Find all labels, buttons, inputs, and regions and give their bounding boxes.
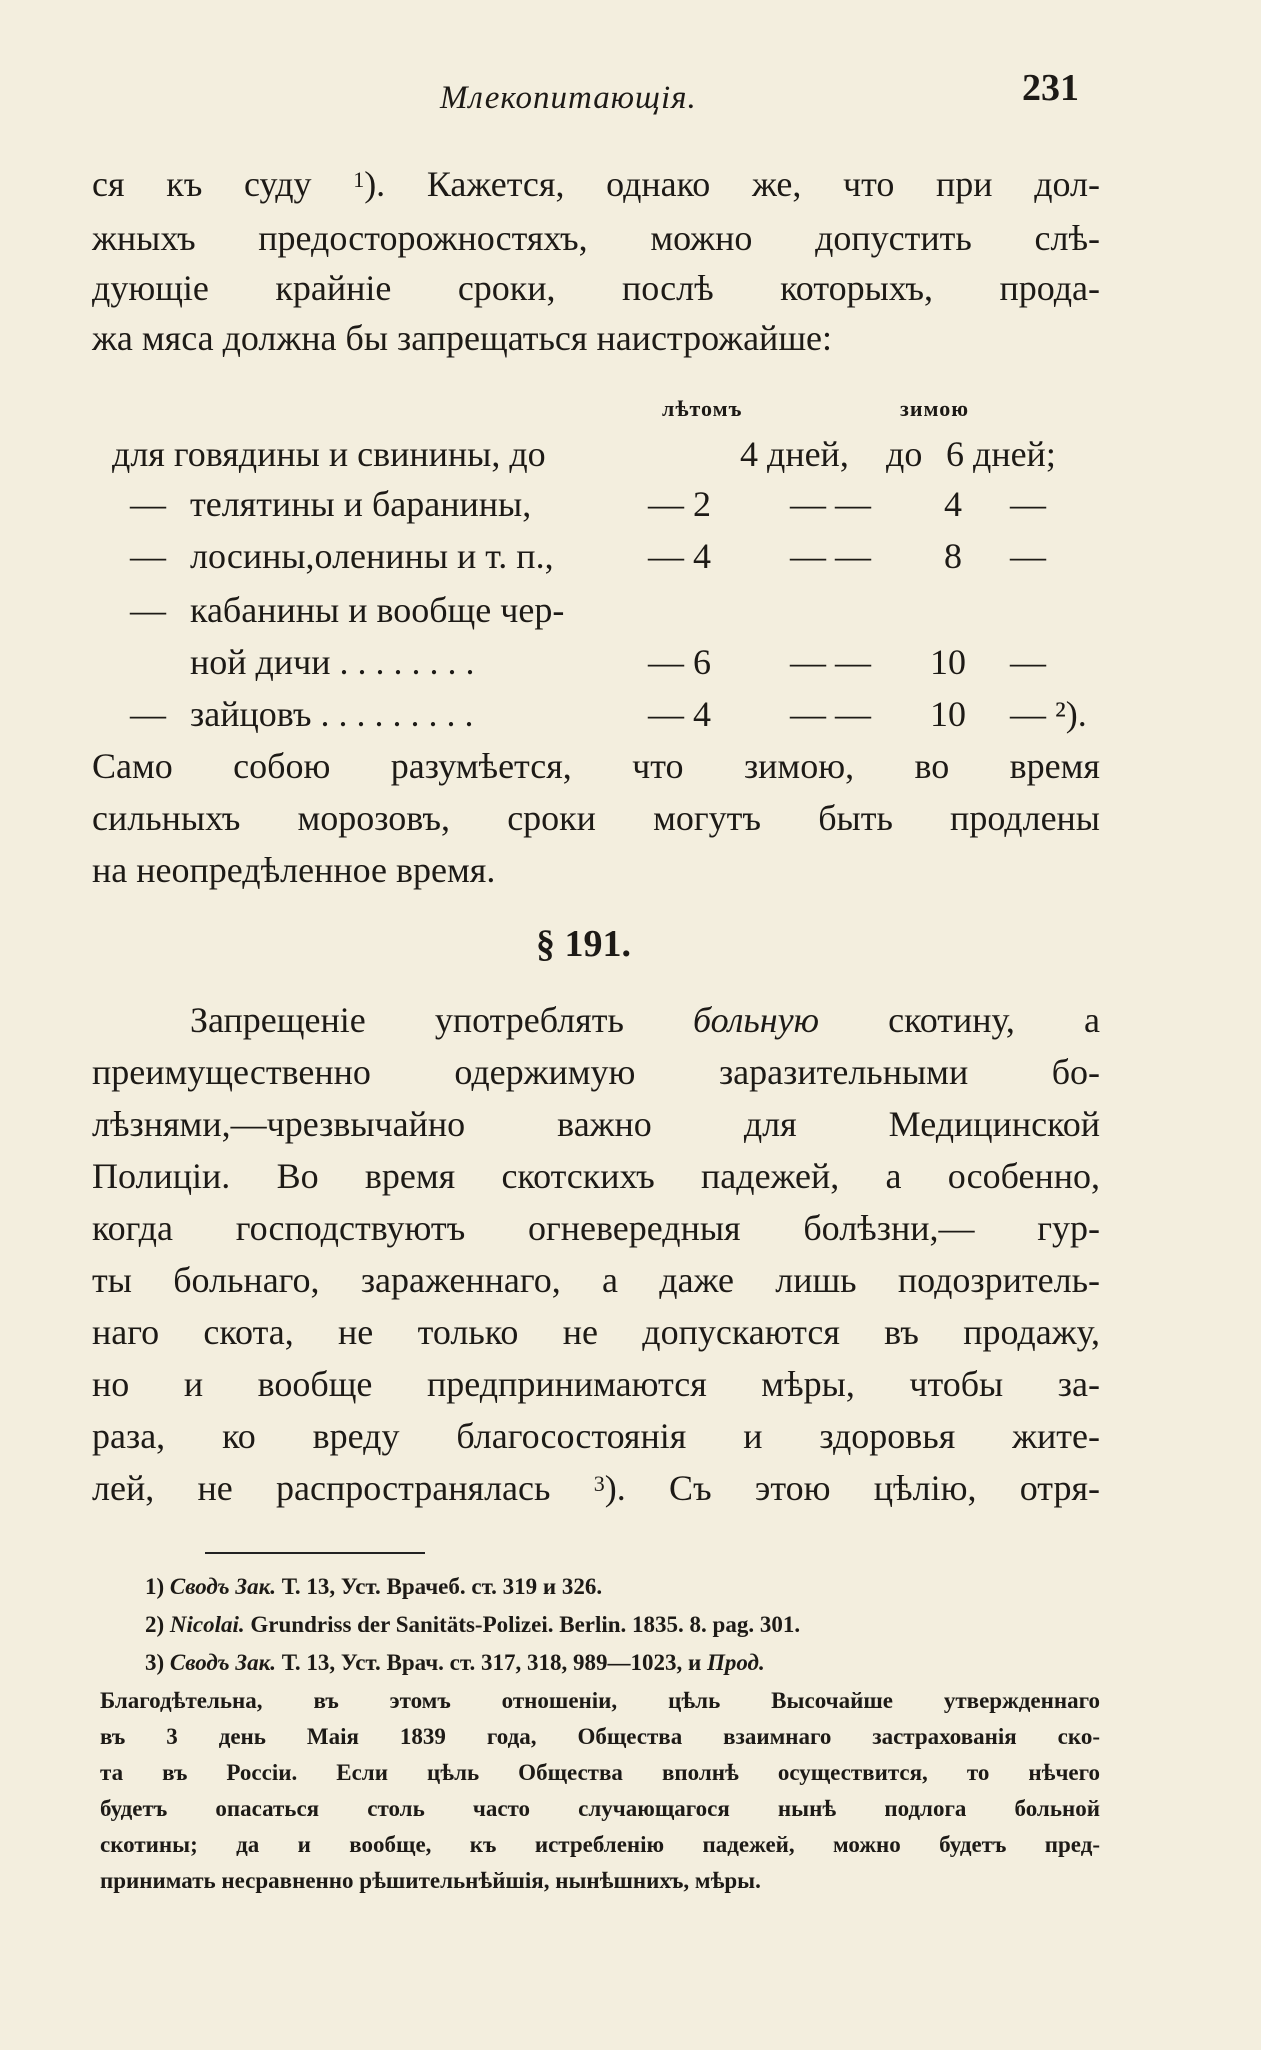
footnote-3-line: принимать несравненно рѣшительнѣйшія, нынѣшнихъ, мѣры. [100, 1868, 761, 1893]
footnote-2: 2) Nicolai. Grundriss der Sanitäts-Polizei. Berlin. 1835. 8. pag. 301. [145, 1612, 801, 1637]
column-header-winter: зимою [900, 396, 970, 421]
table-row-summer: — 6 [648, 642, 711, 682]
text-line: Полиціи. Во время скотскихъ падежей, а особенно, [92, 1156, 1100, 1196]
text-line: на неопредѣленное время. [92, 850, 496, 890]
table-row-name: кабанины и вообще чер- [190, 590, 565, 630]
table-row-mid: — — [790, 694, 871, 734]
text-line: раза, ко вреду благосостоянія и здоровья жите- [92, 1416, 1100, 1456]
text-line: преимущественно одержимую заразительными бо- [92, 1052, 1100, 1092]
footnote-rule [205, 1552, 425, 1554]
table-row-winter: 6 дней; [946, 434, 1056, 474]
footnote-3-line: Благодѣтельна, въ этомъ отношеніи, цѣль Высочайше утвержденнаго [100, 1688, 1100, 1713]
section-heading: § 191. [536, 923, 631, 965]
running-head: Млекопитающія. [440, 80, 697, 116]
footnote-3-line: скотины; да и вообще, къ истребленію падежей, можно будетъ пред- [100, 1832, 1100, 1857]
table-row-name: зайцовъ . . . . . . . . . [190, 694, 474, 734]
table-row-dash: — [130, 484, 166, 524]
table-row-dash: — [130, 694, 166, 734]
table-row-summer: — 2 [648, 484, 711, 524]
table-row-dash: — [130, 536, 166, 576]
table-row-name: лосины,оленины и т. п., [190, 536, 554, 576]
table-row-end: — [1010, 536, 1046, 576]
text-line: лѣзнями,—чрезвычайно важно для Медицинской [92, 1104, 1100, 1144]
text-line: но и вообще предпринимаются мѣры, чтобы за- [92, 1364, 1100, 1404]
text-line: Само собою разумѣется, что зимою, во время [92, 746, 1100, 786]
footnote-1: 1) Сводъ Зак. Т. 13, Уст. Врачеб. ст. 319 и 326. [145, 1574, 603, 1599]
table-row-summer: — 4 [648, 694, 711, 734]
table-row-name: телятины и баранины, [190, 484, 532, 524]
footnote-3-line: будетъ опасаться столь часто случающагося нынѣ подлога больной [100, 1796, 1100, 1821]
table-row-mid: — — [790, 642, 871, 682]
table-row-end: — [1010, 642, 1046, 682]
text-line: ся къ суду $^1$). Кажется, однако же, что при дол- [92, 164, 1100, 204]
table-row-mid: — — [790, 536, 871, 576]
table-row-name: ной дичи . . . . . . . . [190, 642, 475, 682]
text-line: наго скота, не только не допускаются въ продажу, [92, 1312, 1100, 1352]
footnote-3-line: въ 3 день Маія 1839 года, Общества взаимнаго застрахованія ско- [100, 1724, 1100, 1749]
table-row-name: для говядины и свинины, до [112, 434, 546, 474]
table-row-winter: 8 [944, 536, 962, 576]
footnote-3: 3) Сводъ Зак. Т. 13, Уст. Врач. ст. 317, 318, 989—1023, и Прод. [145, 1650, 765, 1675]
table-row-summer: — 4 [648, 536, 711, 576]
footnote-ref: 1 [353, 167, 365, 192]
table-row-end: — ²). [1010, 694, 1087, 734]
footnote-3-line: та въ Россіи. Если цѣль Общества вполнѣ осуществится, то нѣчего [100, 1760, 1100, 1785]
text-line: ты больнаго, зараженнаго, а даже лишь подозритель- [92, 1260, 1100, 1300]
text-line: сильныхъ морозовъ, сроки могутъ быть продлены [92, 798, 1100, 838]
text-line: жныхъ предосторожностяхъ, можно допустить слѣ- [92, 218, 1100, 258]
text-line: лей, не распространялась $^3$). Съ этою цѣлію, отря- [92, 1468, 1100, 1508]
table-row-mid: до [886, 434, 923, 474]
footnote-ref: 3 [593, 1471, 605, 1496]
table-row-summer: 4 дней, [740, 434, 849, 474]
table-row-winter: 10 [930, 642, 966, 682]
column-header-summer: лѣтомъ [662, 396, 743, 421]
text-line: жа мяса должна бы запрещаться наистрожайше: [92, 318, 833, 358]
table-row-mid: — — [790, 484, 871, 524]
text-line: когда господствуютъ огневередныя болѣзни,— гур- [92, 1208, 1100, 1248]
table-row-winter: 4 [944, 484, 962, 524]
text-line: дующіе крайніе сроки, послѣ которыхъ, прода- [92, 268, 1100, 308]
table-row-dash: — [130, 590, 166, 630]
table-row-winter: 10 [930, 694, 966, 734]
text-line: Запрещеніе употреблять больную скотину, а [190, 1000, 1100, 1040]
table-row-end: — [1010, 484, 1046, 524]
page-number: 231 [1022, 67, 1079, 109]
